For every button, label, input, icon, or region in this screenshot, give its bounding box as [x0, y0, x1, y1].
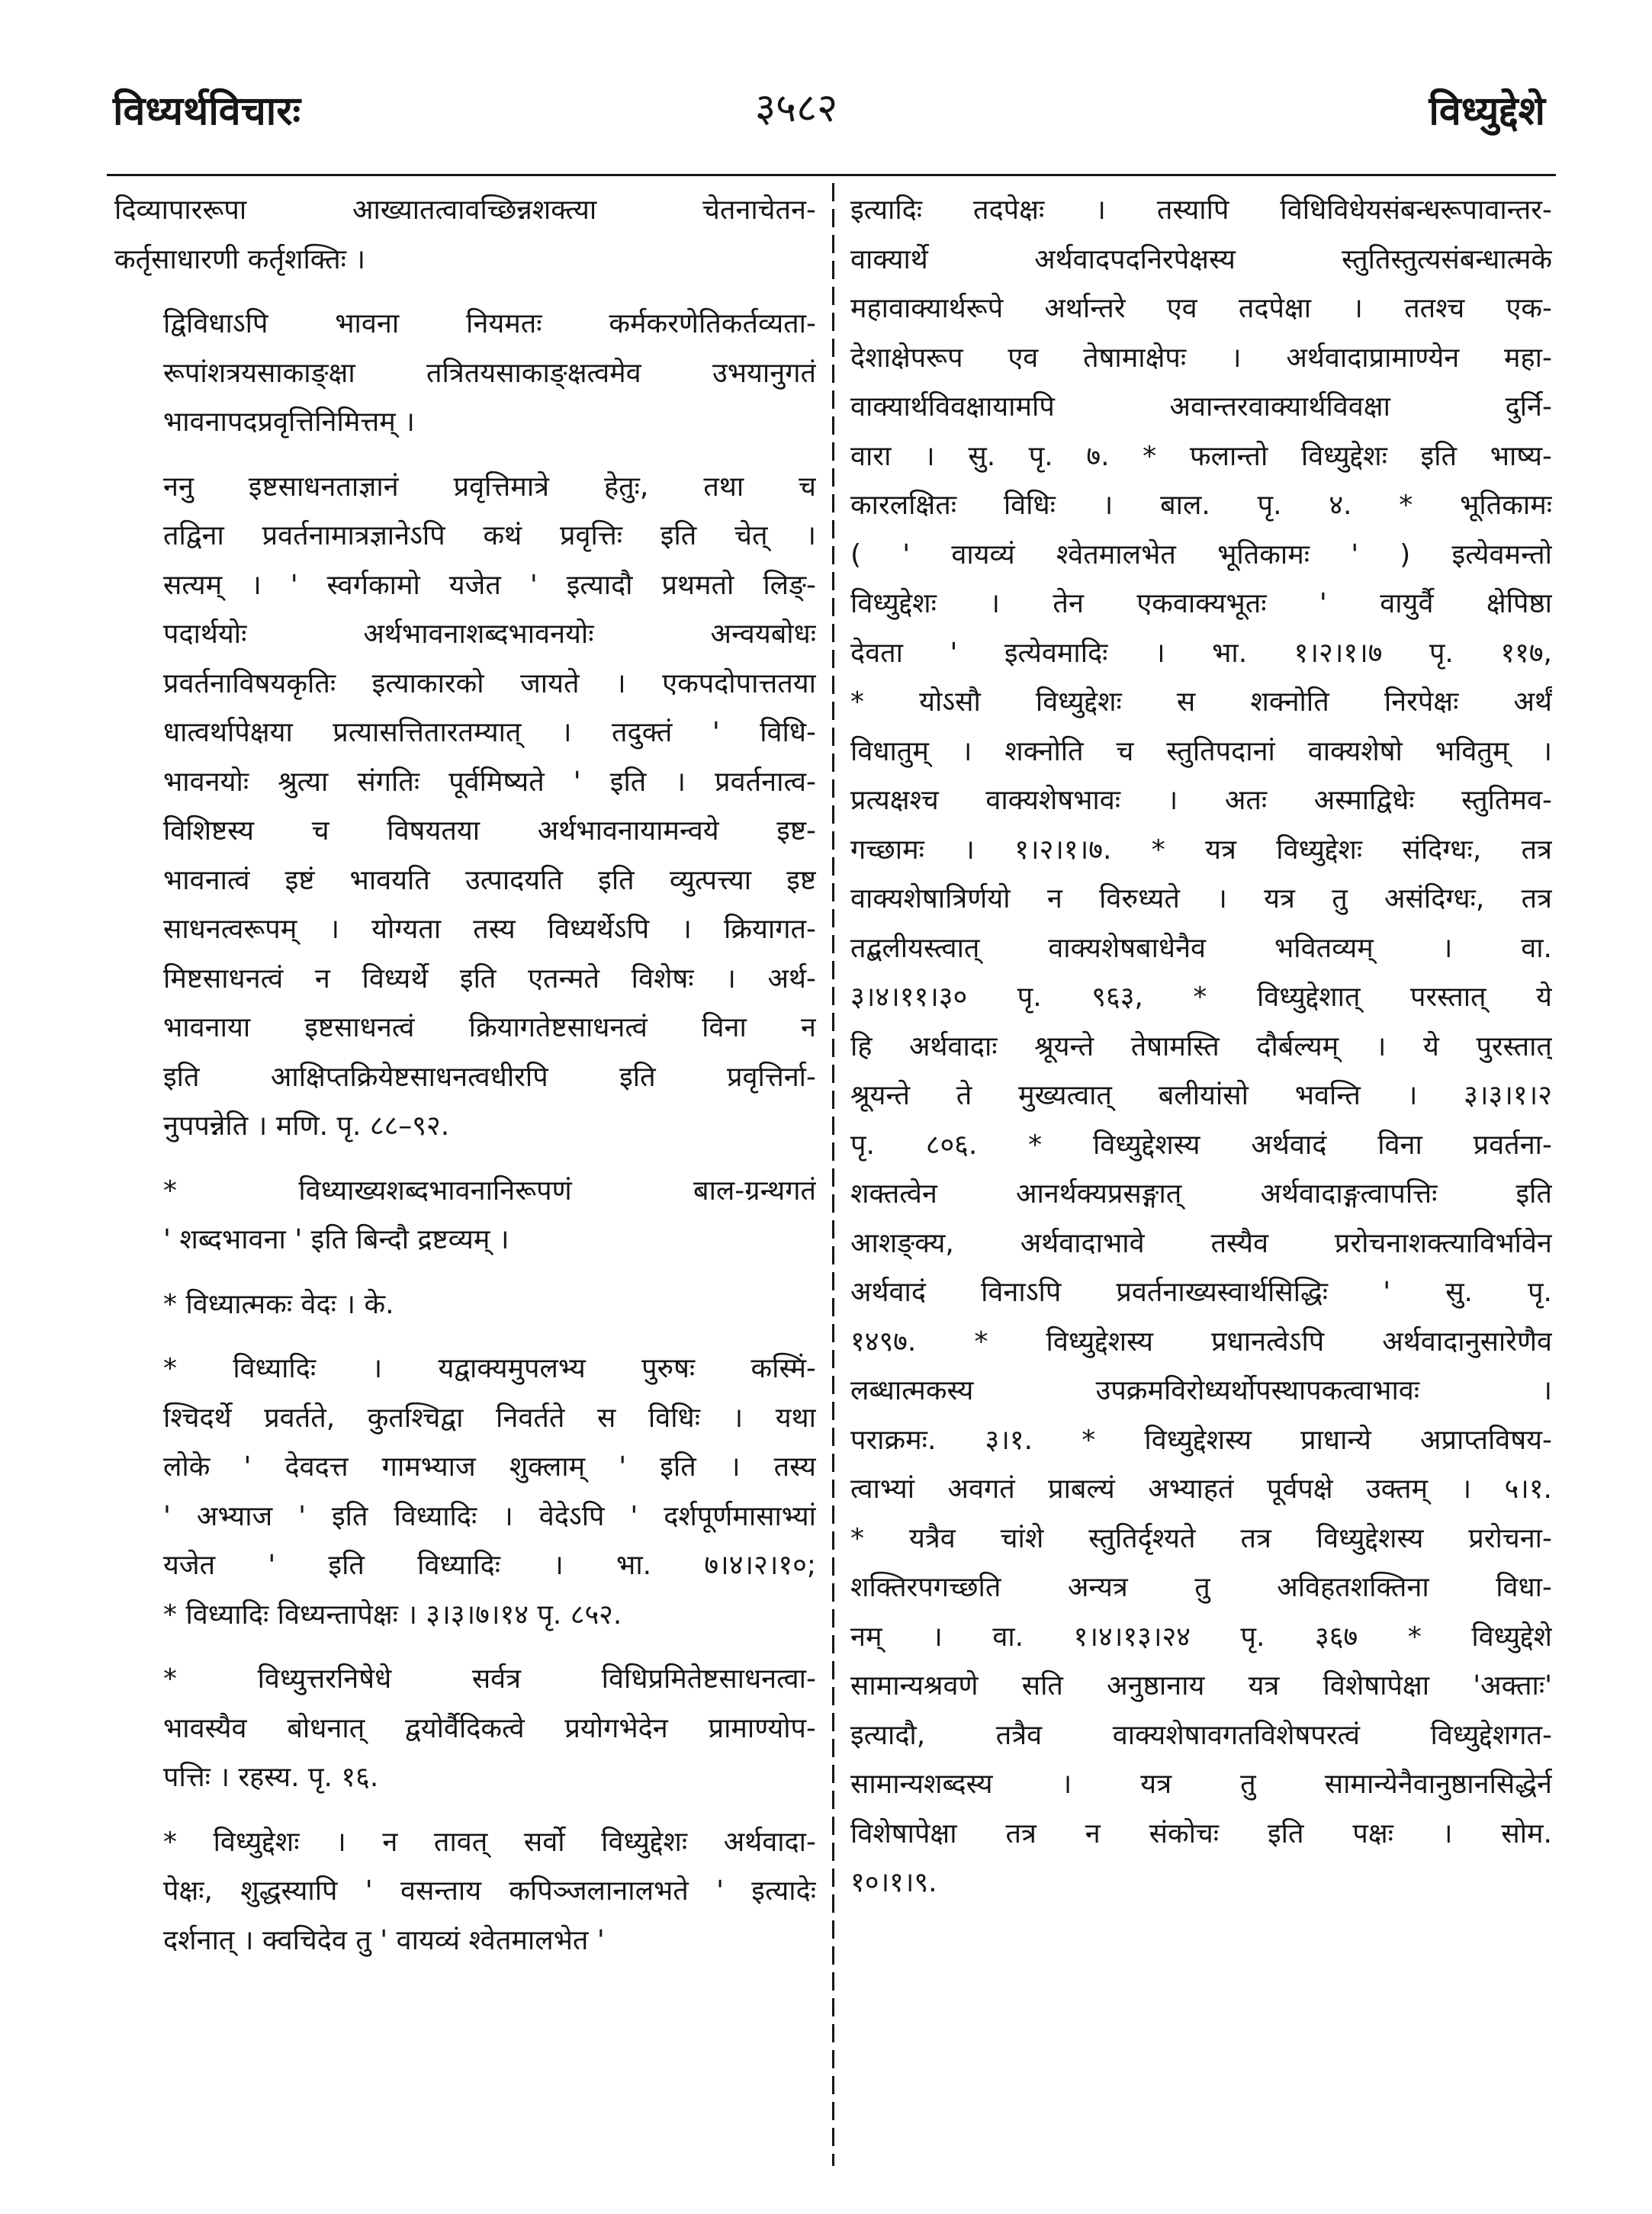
text-line: गच्छामः । १।२।१।७. * यत्र विध्युद्देशः संदिग्धः, तत्र — [850, 834, 1552, 866]
text-line: तद्बलीयस्त्वात् वाक्यशेषबाधेनैव भवितव्यम् । वा. — [850, 932, 1552, 964]
text-line: ३।४।११।३० पृ. ९६३, * विध्युद्देशात् परस्तात् ये — [850, 982, 1552, 1013]
text-line: यजेत ' इति विध्यादिः । भा. ७।४।२।१०; — [163, 1550, 816, 1581]
text-line: शक्तिरपगच्छति अन्यत्र तु अविहतशक्तिना विधा- — [850, 1572, 1552, 1603]
text-line: वाक्यार्थविवक्षायामपि अवान्तरवाक्यार्थविवक्षा दुर्नि- — [850, 391, 1552, 423]
text-line: त्वाभ्यां अवगतं प्राबल्यं अभ्याहतं पूर्वपक्षे उक्तम् । ५।१. — [850, 1473, 1552, 1505]
left-paragraph — [114, 1167, 816, 1265]
text-line: विशेषापेक्षा तत्र न संकोचः इति पक्षः । सोम. — [850, 1817, 1552, 1849]
left-paragraph — [114, 186, 816, 284]
text-line: पेक्षः, शुद्धस्यापि ' वसन्ताय कपिञ्जलानालभते ' इत्यादेः — [163, 1875, 816, 1907]
text-line: देवता ' इत्येवमादिः । भा. १।२।१।७ पृ. ११७, — [850, 637, 1552, 669]
text-line: धात्वर्थापेक्षया प्रत्यासत्तितारतम्यात् । तदुक्तं ' विधि- — [163, 717, 816, 748]
text-line: वारा । सु. पृ. ७. * फलान्तो विध्युद्देशः इति भाष्य- — [850, 440, 1552, 472]
text-line: हि अर्थवादाः श्रूयन्ते तेषामस्ति दौर्बल्यम् । ये पुरस्तात् — [850, 1030, 1552, 1062]
text-line: कारलक्षितः विधिः । बाल. पृ. ४. * भूतिकामः — [850, 490, 1552, 521]
text-line: तद्विना प्रवर्तनामात्रज्ञानेऽपि कथं प्रवृत्तिः इति चेत् । — [163, 520, 816, 551]
right-column — [850, 186, 1552, 1908]
text-line: * यत्रैव चांशे स्तुतिर्दृश्यते तत्र विध्युद्देशस्य प्ररोचना- — [850, 1522, 1552, 1554]
text-line: भावनात्वं इष्टं भावयति उत्पादयति इति व्युत्पत्त्या इष्ट — [163, 864, 816, 896]
text-line: * विध्यात्मकः वेदः । के. — [163, 1288, 394, 1320]
text-line: दर्शनात् । क्वचिदेव तु ' वायव्यं श्वेतमालभेत ' — [163, 1924, 605, 1956]
text-line: ( ' वायव्यं श्वेतमालभेत भूतिकामः ' ) इत्येवमन्तो — [850, 538, 1552, 570]
text-line: विधातुम् । शक्नोति च स्तुतिपदानां वाक्यशेषो भवितुम् । — [850, 735, 1552, 767]
left-paragraph — [114, 1818, 816, 1966]
page-header — [0, 0, 1652, 153]
column-divider — [832, 183, 834, 2166]
text-line: लोके ' देवदत्त गामभ्याज शुक्लाम् ' इति । तस्य — [163, 1451, 816, 1483]
text-line: दिव्यापाररूपा आख्यातत्वावच्छिन्नशक्त्या चेतनाचेतन- — [114, 194, 816, 226]
text-line: मिष्टसाधनत्वं न विध्यर्थे इति एतन्मते विशेषः । अर्थ- — [163, 962, 816, 995]
text-line: सामान्यश्रवणे सति अनुष्ठानाय यत्र विशेषापेक्षा 'अक्ताः' — [850, 1670, 1552, 1701]
text-line: १४९७. * विध्युद्देशस्य प्रधानत्वेऽपि अर्थवादानुसारेणैव — [850, 1326, 1552, 1358]
left-paragraph — [114, 300, 816, 448]
text-line: भावस्यैव बोधनात् द्वयोर्वैदिकत्वे प्रयोगभेदेन प्रामाण्योप- — [163, 1712, 816, 1744]
text-line: कर्तृसाधारणी कर्तृशक्तिः । — [114, 243, 365, 275]
text-line: * विध्यादिः विध्यन्तापेक्षः । ३।३।७।१४ पृ. ८५२. — [163, 1599, 622, 1631]
text-line: पृ. ८०६. * विध्युद्देशस्य अर्थवादं विना प्रवर्तना- — [850, 1129, 1552, 1161]
text-line: सत्यम् । ' स्वर्गकामो यजेत ' इत्यादौ प्रथमतो लिङ्- — [163, 569, 816, 601]
running-title-right: विध्युद्देशे — [1429, 88, 1545, 134]
text-line: ' अभ्याज ' इति विध्यादिः । वेदेऽपि ' दर्शपूर्णमासाभ्यां — [163, 1500, 816, 1532]
text-line: प्रवर्तनाविषयकृतिः इत्याकारको जायते । एकपदोपात्ततया — [163, 667, 816, 699]
right-paragraph — [850, 186, 1552, 1908]
left-paragraph — [114, 463, 816, 1152]
text-line: भावनाया इष्टसाधनत्वं क्रियागतेष्टसाधनत्वं विना न — [163, 1012, 816, 1043]
text-line: * योऽसौ विध्युद्देशः स शक्नोति निरपेक्षः अर्थं — [850, 686, 1552, 718]
text-line: शक्तत्वेन आनर्थक्यप्रसङ्गात् अर्थवादाङ्गत्वापत्तिः इति — [850, 1178, 1552, 1210]
text-line: ' शब्दभावना ' इति बिन्दौ द्रष्टव्यम् । — [163, 1224, 509, 1255]
text-line: विशिष्टस्य च विषयतया अर्थभावनायामन्वये इष्ट- — [163, 815, 816, 847]
text-line: वाक्यशेषात्रिर्णयो न विरुध्यते । यत्र तु असंदिग्धः, तत्र — [850, 883, 1552, 914]
text-line: इति आक्षिप्तक्रियेष्टसाधनत्वधीरपि इति प्रवृत्तिर्ना- — [163, 1061, 816, 1093]
header-rule — [107, 174, 1556, 176]
text-line: सामान्यशब्दस्य । यत्र तु सामान्येनैवानुष्ठानसिद्धेर्न — [850, 1769, 1552, 1800]
text-line: पराक्रमः. ३।१. * विध्युद्देशस्य प्राधान्ये अप्राप्तविषय- — [850, 1424, 1552, 1456]
text-line: वाक्यार्थे अर्थवादपदनिरपेक्षस्य स्तुतिस्तुत्यसंबन्धात्मके — [850, 243, 1552, 275]
text-line: * विध्युत्तरनिषेधे सर्वत्र विधिप्रमितेष्टसाधनत्वा- — [163, 1663, 816, 1695]
left-paragraph — [114, 1655, 816, 1803]
text-line: नुपपन्नेति । मणि. पृ. ८८–९२. — [163, 1110, 450, 1142]
text-line: भावनयोः श्रुत्या संगतिः पूर्वमिष्यते ' इति । प्रवर्तनात्व- — [163, 766, 816, 798]
text-line: विध्युद्देशः । तेन एकवाक्यभूतः ' वायुर्वै क्षेपिष्ठा — [850, 588, 1552, 619]
text-line: साधनत्वरूपम् । योग्यता तस्य विध्यर्थेऽपि । क्रियागत- — [163, 914, 816, 945]
text-line: देशाक्षेपरूप एव तेषामाक्षेपः । अर्थवादाप्रामाण्येन महा- — [850, 342, 1552, 374]
text-line: १०।१।९. — [850, 1867, 937, 1898]
text-line: श्रूयन्ते ते मुख्यत्वात् बलीयांसो भवन्ति । ३।३।१।२ — [850, 1080, 1552, 1111]
left-paragraph — [114, 1345, 816, 1640]
text-line: श्चिदर्थे प्रवर्तते, कुतश्चिद्वा निवर्तते स विधिः । यथा — [163, 1402, 816, 1434]
text-line: ननु इष्टसाधनताज्ञानं प्रवृत्तिमात्रे हेतुः, तथा च — [163, 471, 816, 503]
text-line: पदार्थयोः अर्थभावनाशब्दभावनयोः अन्वयबोधः — [163, 619, 816, 650]
text-line: प्रत्यक्षश्च वाक्यशेषभावः । अतः अस्माद्विधेः स्तुतिमव- — [850, 785, 1552, 816]
text-line: * विध्याख्यशब्दभावनानिरूपणं बाल-ग्रन्थगतं — [163, 1174, 816, 1207]
text-line: रूपांशत्रयसाकाङ्क्षा तत्रितयसाकाङ्क्षत्वमेव उभयानुगतं — [163, 357, 816, 389]
text-line: * विध्युद्देशः । न तावत् सर्वो विध्युद्देशः अर्थवादा- — [163, 1826, 816, 1858]
text-line: नम् । वा. १।४।१३।२४ पृ. ३६७ * विध्युद्देशे — [850, 1621, 1552, 1653]
text-line: भावनापदप्रवृत्तिनिमित्तम् । — [163, 406, 415, 438]
text-line: लब्धात्मकस्य उपक्रमविरोध्यर्थोपस्थापकत्वाभावः । — [850, 1375, 1552, 1406]
left-column — [114, 186, 816, 1965]
text-line: अर्थवादं विनाऽपि प्रवर्तनाख्यस्वार्थसिद्धिः ' सु. पृ. — [850, 1277, 1552, 1308]
text-line: * विध्यादिः । यद्वाक्यमुपलभ्य पुरुषः कस्मिं- — [163, 1353, 816, 1384]
text-line: द्विविधाऽपि भावना नियमतः कर्मकरणेतिकर्तव्यता- — [163, 308, 816, 339]
left-paragraph — [114, 1281, 816, 1330]
text-line: इत्यादिः तदपेक्षः । तस्यापि विधिविधेयसंबन्धरूपावान्तर- — [850, 194, 1552, 226]
page-number: ३५८२ — [755, 85, 838, 131]
text-line: महावाक्यार्थरूपे अर्थान्तरे एव तदपेक्षा । ततश्च एक- — [850, 293, 1552, 324]
running-title-left: विध्यर्थविचारः — [113, 88, 301, 134]
text-line: इत्यादौ, तत्रैव वाक्यशेषावगतविशेषपरत्वं विध्युद्देशगत- — [850, 1719, 1552, 1751]
text-line: आशङ्क्य, अर्थवादाभावे तस्यैव प्ररोचनाशक्त्याविर्भावेन — [850, 1227, 1552, 1259]
text-line: पत्तिः । रहस्य. पृ. १६. — [163, 1762, 379, 1793]
